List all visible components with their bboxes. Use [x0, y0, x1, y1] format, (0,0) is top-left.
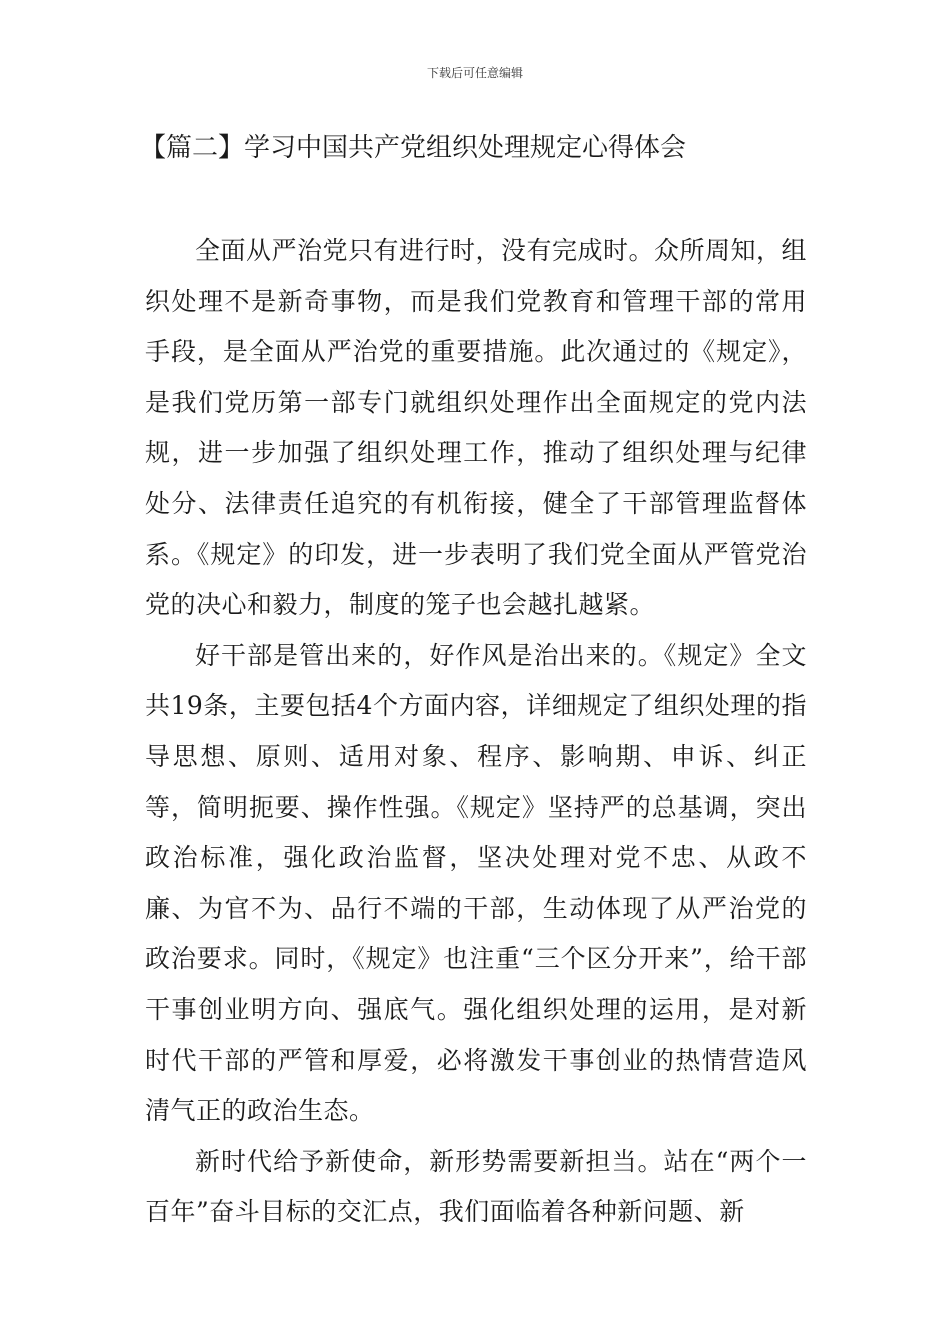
body-paragraph-2: 好干部是管出来的，好作风是治出来的。《规定》全文共19条，主要包括4个方面内容，详细规定了组织处理的指导思想、原则、适用对象、程序、影响期、申诉、纠正等，简明扼要、操作性强。《规定》坚持严的总基调，突出政治标准，强化政治监督，坚决处理对党不忠、从政不廉、为官不为、品行不端的干部，生动体现了从严治党的政治要求。同时，《规定》也注重“三个区分开来”，给干部干事创业明方向、强底气。强化组织处理的运用，是对新时代干部的严管和厚爱，必将激发干事创业的热情营造风清气正的政治生态。	[145, 640, 807, 1126]
document-title: 【篇二】学习中国共产党组织处理规定心得体会	[140, 133, 687, 163]
page-header-note: 下载后可任意编辑	[426, 66, 523, 80]
document-body	[145, 226, 807, 1238]
body-paragraph-1: 全面从严治党只有进行时，没有完成时。众所周知，组织处理不是新奇事物，而是我们党教育和管理干部的常用手段，是全面从严治党的重要措施。此次通过的《规定》，是我们党历第一部专门就组织处理作出全面规定的党内法规，进一步加强了组织处理工作，推动了组织处理与纪律处分、法律责任追究的有机衔接，健全了干部管理监督体系。《规定》的印发，进一步表明了我们党全面从严管党治党的决心和毅力，制度的笼子也会越扎越紧。	[145, 236, 808, 620]
body-paragraph-3: 新时代给予新使命，新形势需要新担当。站在“两个一百年”奋斗目标的交汇点，我们面临着各种新问题、新	[145, 1146, 807, 1227]
